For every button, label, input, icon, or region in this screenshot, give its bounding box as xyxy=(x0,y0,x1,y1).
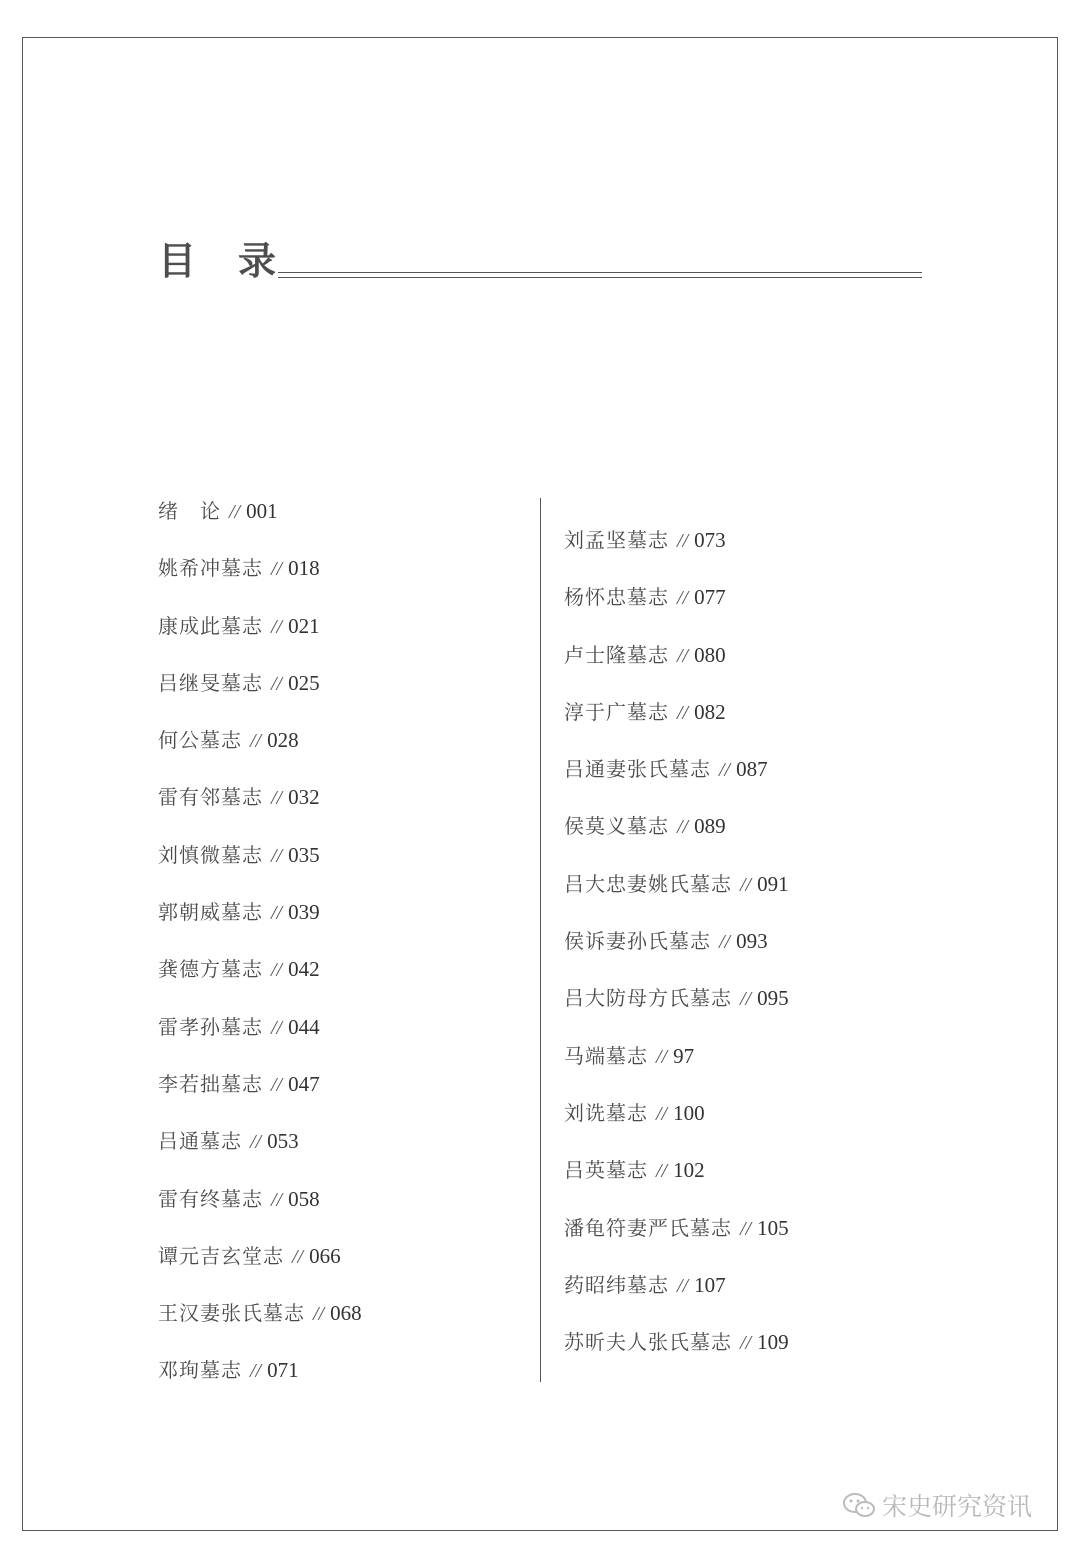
toc-entry-title: 龚德方墓志 xyxy=(158,957,263,982)
toc-entry-title: 雷孝孙墓志 xyxy=(158,1014,263,1039)
toc-entry-page-number: 071 xyxy=(267,1358,299,1383)
toc-entry-page-number: 107 xyxy=(694,1272,726,1297)
toc-title xyxy=(158,230,278,285)
toc-entry-title: 药昭纬墓志 xyxy=(564,1272,669,1297)
toc-entry-title: 苏昕夫人张氏墓志 xyxy=(564,1330,732,1355)
toc-entry-separator: // xyxy=(271,615,283,638)
toc-entry-page-number: 093 xyxy=(736,929,768,954)
toc-entry-page-number: 082 xyxy=(694,699,726,724)
toc-entry-title: 郭朝威墓志 xyxy=(158,900,263,925)
toc-entry-page-number: 053 xyxy=(267,1129,299,1154)
toc-entry-separator: // xyxy=(677,1274,689,1297)
toc-entry[interactable] xyxy=(158,1069,362,1126)
toc-entry-separator: // xyxy=(677,530,689,552)
toc-entry-title: 吕大防母方氏墓志 xyxy=(564,986,732,1011)
toc-entry-page-number: 047 xyxy=(288,1071,320,1096)
toc-entry-title: 吕英墓志 xyxy=(564,1158,648,1183)
toc-entry-page-number: 066 xyxy=(309,1243,341,1268)
toc-entry-page-number: 025 xyxy=(288,670,320,695)
wechat-icon xyxy=(842,1491,876,1519)
toc-entry-page-number: 077 xyxy=(694,585,726,610)
toc-entry-page-number: 068 xyxy=(330,1301,362,1326)
toc-entry-separator: // xyxy=(656,1160,668,1183)
toc-entry-title: 吕继旻墓志 xyxy=(158,670,263,695)
toc-entry-separator: // xyxy=(271,787,283,810)
column-divider xyxy=(540,498,541,1382)
toc-entry-page-number: 100 xyxy=(673,1100,705,1125)
toc-entry-title: 吕大忠妻姚氏墓志 xyxy=(564,871,732,896)
toc-entry-title: 卢士隆墓志 xyxy=(564,642,669,667)
toc-entry-separator: // xyxy=(677,644,689,667)
toc-entry-separator: // xyxy=(250,1360,262,1383)
toc-entry-title: 淳于广墓志 xyxy=(564,699,669,724)
toc-entry-page-number: 044 xyxy=(288,1014,320,1039)
toc-entry[interactable] xyxy=(158,496,362,553)
toc-entry-separator: // xyxy=(740,873,752,896)
toc-entry[interactable] xyxy=(158,897,362,954)
toc-entry-title: 谭元吉玄堂志 xyxy=(158,1243,284,1268)
toc-entry-separator: // xyxy=(677,701,689,724)
toc-entry[interactable] xyxy=(158,553,362,610)
toc-entry[interactable] xyxy=(564,926,789,983)
toc-entry[interactable] xyxy=(158,1298,362,1355)
toc-entry-title: 刘慎微墓志 xyxy=(158,842,263,867)
toc-entry-page-number: 97 xyxy=(673,1043,695,1068)
toc-entry[interactable] xyxy=(564,1213,789,1270)
toc-entry[interactable] xyxy=(564,1155,789,1212)
toc-entry-separator: // xyxy=(271,1016,283,1039)
toc-entry[interactable] xyxy=(564,525,789,582)
toc-entry-separator: // xyxy=(677,816,689,839)
toc-entry-separator: // xyxy=(719,931,731,954)
toc-entry[interactable] xyxy=(158,954,362,1011)
toc-entry-separator: // xyxy=(271,672,283,695)
toc-entry[interactable] xyxy=(564,811,789,868)
toc-entry-title: 侯诉妻孙氏墓志 xyxy=(564,929,711,954)
toc-entry-page-number: 109 xyxy=(757,1330,789,1355)
toc-entry[interactable] xyxy=(564,869,789,926)
toc-entry-page-number: 021 xyxy=(288,613,320,638)
toc-entry[interactable] xyxy=(158,782,362,839)
toc-entry-page-number: 102 xyxy=(673,1158,705,1183)
toc-entry[interactable] xyxy=(564,582,789,639)
toc-entry-title: 绪 论 xyxy=(158,499,221,523)
toc-entry[interactable] xyxy=(158,1241,362,1298)
toc-entry-title: 潘龟符妻严氏墓志 xyxy=(564,1215,732,1240)
toc-title-left: 目 xyxy=(158,239,199,283)
toc-entry-separator: // xyxy=(271,558,283,581)
toc-entry-separator: // xyxy=(740,1217,752,1240)
title-rule xyxy=(278,272,922,278)
toc-entry-title: 王汉妻张氏墓志 xyxy=(158,1301,305,1326)
toc-entry-separator: // xyxy=(271,1073,283,1096)
toc-right-column xyxy=(564,525,789,1384)
toc-entry-page-number: 028 xyxy=(267,728,299,753)
toc-entry-title: 雷有终墓志 xyxy=(158,1186,263,1211)
toc-entry-separator: // xyxy=(250,1131,262,1154)
toc-entry[interactable] xyxy=(564,697,789,754)
toc-entry[interactable] xyxy=(564,1098,789,1155)
toc-entry-page-number: 091 xyxy=(757,871,789,896)
toc-entry[interactable] xyxy=(158,1126,362,1183)
toc-entry-title: 邓珣墓志 xyxy=(158,1358,242,1383)
toc-entry[interactable] xyxy=(158,725,362,782)
toc-entry-page-number: 087 xyxy=(736,757,768,782)
toc-entry[interactable] xyxy=(158,840,362,897)
toc-entry-separator: // xyxy=(740,988,752,1011)
toc-entry[interactable] xyxy=(158,668,362,725)
toc-entry-title: 吕通墓志 xyxy=(158,1129,242,1154)
toc-entry-separator: // xyxy=(292,1245,304,1268)
toc-entry-title: 姚希冲墓志 xyxy=(158,556,263,581)
toc-entry-page-number: 018 xyxy=(288,556,320,581)
toc-entry-page-number: 035 xyxy=(288,842,320,867)
toc-entry-page-number: 105 xyxy=(757,1215,789,1240)
toc-entry[interactable] xyxy=(564,1041,789,1098)
toc-entry-separator: // xyxy=(229,501,241,523)
toc-entry-page-number: 080 xyxy=(694,642,726,667)
toc-entry-page-number: 032 xyxy=(288,785,320,810)
toc-entry[interactable] xyxy=(564,983,789,1040)
toc-entry-separator: // xyxy=(313,1303,325,1326)
watermark-text: 宋史研究资讯 xyxy=(882,1492,1033,1521)
toc-entry-separator: // xyxy=(656,1102,668,1125)
toc-entry-page-number: 058 xyxy=(288,1186,320,1211)
toc-left-column xyxy=(158,496,362,1413)
toc-entry-separator: // xyxy=(271,959,283,982)
toc-entry-page-number: 042 xyxy=(288,957,320,982)
toc-entry-page-number: 089 xyxy=(694,814,726,839)
toc-entry[interactable] xyxy=(564,754,789,811)
toc-entry-page-number: 073 xyxy=(694,528,726,552)
toc-entry-separator: // xyxy=(271,902,283,925)
toc-entry[interactable] xyxy=(564,640,789,697)
toc-entry-title: 刘诜墓志 xyxy=(564,1100,648,1125)
toc-entry[interactable] xyxy=(158,1012,362,1069)
toc-entry-title: 康成此墓志 xyxy=(158,613,263,638)
toc-entry-page-number: 001 xyxy=(246,499,278,523)
toc-entry-page-number: 095 xyxy=(757,986,789,1011)
toc-entry-separator: // xyxy=(740,1332,752,1355)
toc-entry-page-number: 039 xyxy=(288,900,320,925)
toc-entry-title: 李若拙墓志 xyxy=(158,1071,263,1096)
toc-entry[interactable] xyxy=(158,1355,362,1412)
toc-entry[interactable] xyxy=(158,611,362,668)
toc-entry-separator: // xyxy=(677,587,689,610)
toc-entry-title: 马端墓志 xyxy=(564,1043,648,1068)
toc-entry-title: 杨怀忠墓志 xyxy=(564,585,669,610)
toc-entry-separator: // xyxy=(250,730,262,753)
toc-entry-title: 雷有邻墓志 xyxy=(158,785,263,810)
toc-entry-separator: // xyxy=(271,1188,283,1211)
toc-entry-separator: // xyxy=(719,759,731,782)
toc-entry[interactable] xyxy=(564,1270,789,1327)
toc-entry-title: 刘孟坚墓志 xyxy=(564,528,669,552)
toc-entry-title: 侯莫义墓志 xyxy=(564,814,669,839)
toc-entry-title: 何公墓志 xyxy=(158,728,242,753)
toc-entry-title: 吕通妻张氏墓志 xyxy=(564,757,711,782)
watermark xyxy=(842,1487,1032,1523)
toc-entry-separator: // xyxy=(271,844,283,867)
toc-entry[interactable] xyxy=(564,1327,789,1384)
toc-entry[interactable] xyxy=(158,1184,362,1241)
toc-entry-separator: // xyxy=(656,1045,668,1068)
toc-title-right: 录 xyxy=(238,239,279,283)
